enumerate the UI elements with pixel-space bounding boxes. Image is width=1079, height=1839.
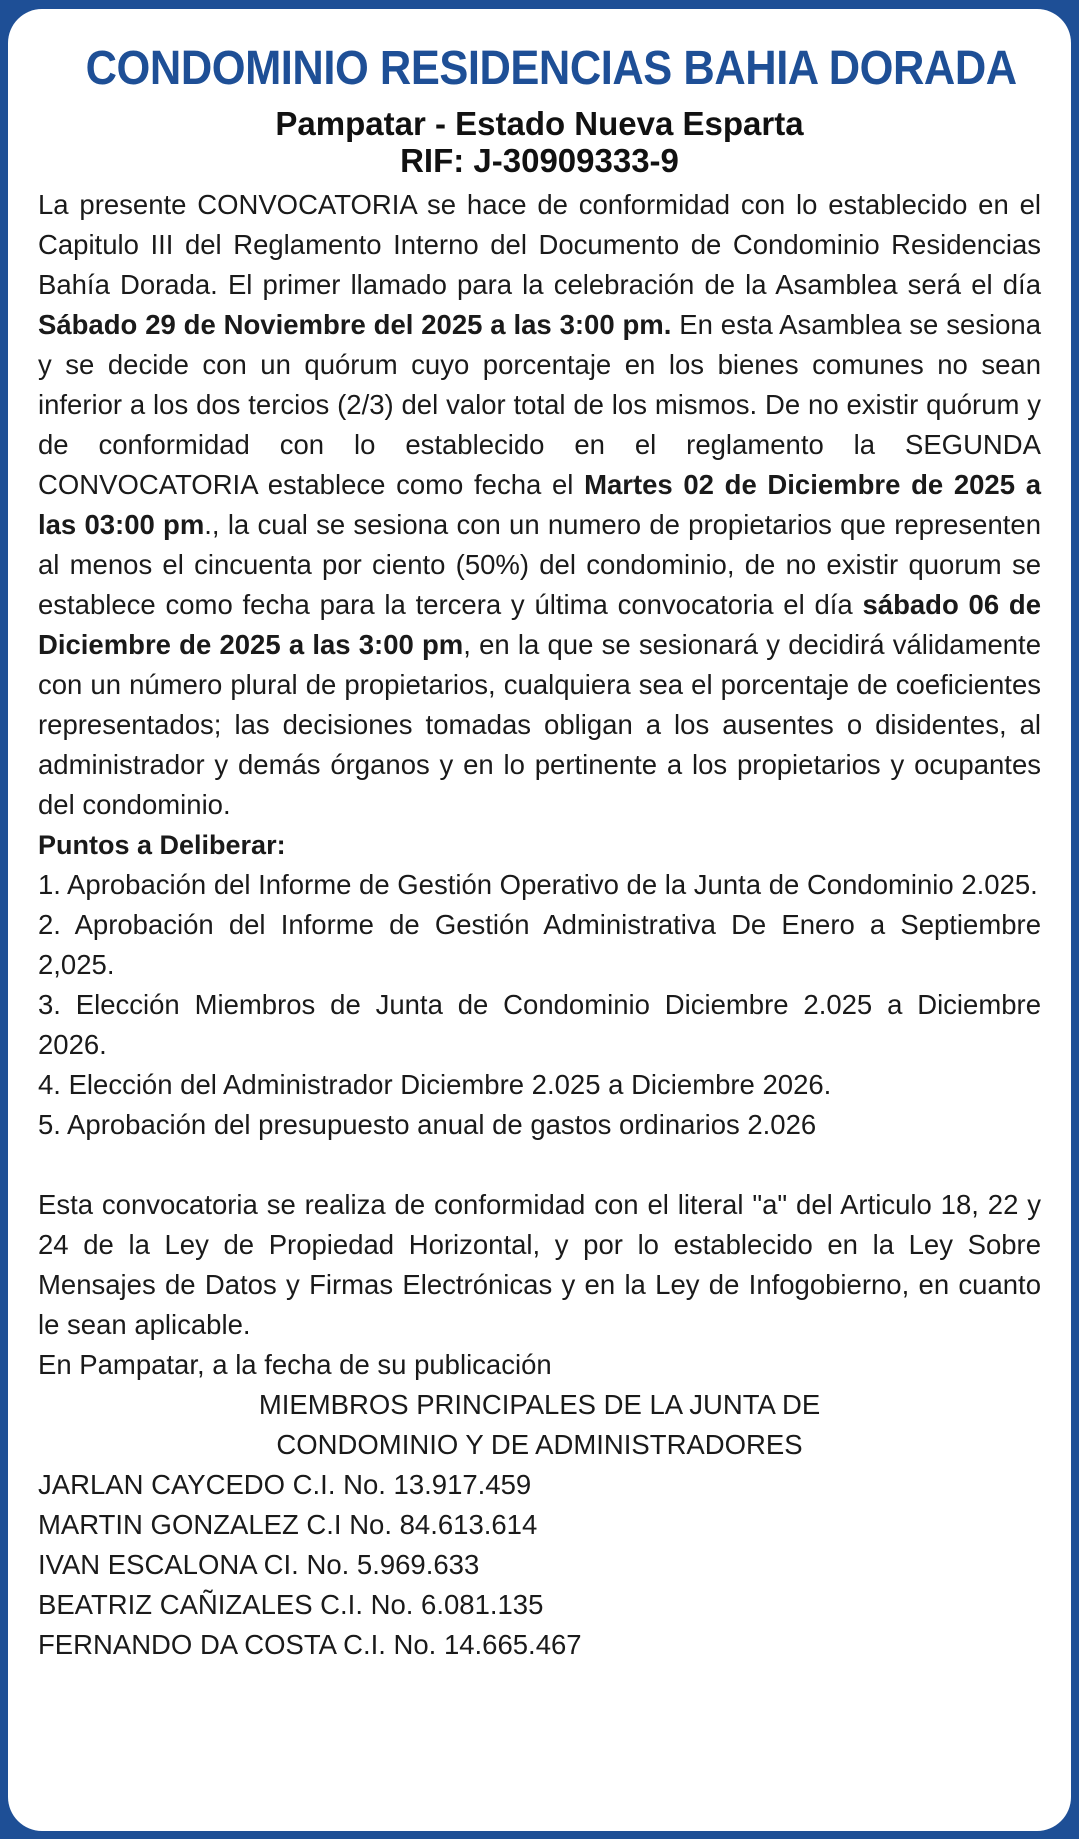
signatory: FERNANDO DA COSTA C.I. No. 14.665.467 [38, 1629, 582, 1660]
second-call-date: Martes 02 de Diciembre de 2025 a las 03:00 pm [38, 469, 1041, 540]
spacer [38, 1145, 1041, 1185]
convocation-text-2: En esta Asamblea se sesiona y se decide con un quórum cuyo porcentaje en los bienes comunes no sean inferior a los dos tercios (2/3) del valor total de los mismos. De no existir quórum y de conformidad con lo establecido en el reglamento la SEGUNDA CONVOCATORIA establece como fecha el [38, 309, 1042, 500]
agenda-heading: Puntos a Deliberar: [38, 830, 286, 860]
notice-body [38, 185, 1041, 1665]
signatory: MARTIN GONZALEZ C.I No. 84.613.614 [38, 1509, 538, 1540]
agenda-item: 5. Aprobación del presupuesto anual de gastos ordinarios 2.026 [38, 1109, 817, 1140]
location-line: Pampatar - Estado Nueva Esparta [275, 105, 804, 142]
board-title-line-1: MIEMBROS PRINCIPALES DE LA JUNTA DE [258, 1389, 821, 1420]
convocation-text-3: ., la cual se sesiona con un numero de propietarios que representen al menos el cincuenta por ciento (50%) del condominio, de no existir quorum se establece como fecha para la tercera y última convocatoria el día [38, 509, 1041, 620]
page-title: CONDOMINIO RESIDENCIAS BAHIA DORADA [85, 42, 1017, 95]
convocation-text-1: La presente CONVOCATORIA se hace de conformidad con lo establecido en el Capitulo III del Reglamento Interno del Documento de Condominio Residencias Bahía Dorada. El primer llamado para la celebración de la Asamblea será el día [38, 189, 1041, 300]
agenda-item: 1. Aprobación del Informe de Gestión Operativo de la Junta de Condominio 2.025. [38, 869, 1038, 900]
legal-basis-paragraph: Esta convocatoria se realiza de conformidad con el literal "a" del Articulo 18, 22 y 24 de la Ley de Propiedad Horizontal, y por lo establecido en la Ley Sobre Mensajes de Datos y Firmas Electrónicas y en la Ley de Infogobierno, en cuanto le sean aplicable. [38, 1189, 1041, 1340]
signatory: BEATRIZ CAÑIZALES C.I. No. 6.081.135 [38, 1589, 544, 1620]
agenda-item: 3. Elección Miembros de Junta de Condominio Diciembre 2.025 a Diciembre 2026. [38, 989, 1041, 1060]
place-date-line: En Pampatar, a la fecha de su publicación [38, 1349, 552, 1380]
signatory: JARLAN CAYCEDO C.I. No. 13.917.459 [38, 1469, 532, 1500]
first-call-date: Sábado 29 de Noviembre del 2025 a las 3:00 pm. [38, 309, 672, 340]
agenda-item: 2. Aprobación del Informe de Gestión Administrativa De Enero a Septiembre 2,025. [38, 909, 1041, 980]
third-call-date: sábado 06 de Diciembre de 2025 a las 3:00 pm [38, 589, 1041, 660]
agenda-item: 4. Elección del Administrador Diciembre 2.025 a Diciembre 2026. [38, 1069, 832, 1100]
board-title-line-2: CONDOMINIO Y DE ADMINISTRADORES [276, 1429, 803, 1460]
rif-line: RIF: J-30909333-9 [400, 142, 679, 179]
convocation-text-4: , en la que se sesionará y decidirá válidamente con un número plural de propietarios, cualquiera sea el porcentaje de coeficientes representados; las decisiones tomadas obligan a los ausentes o disidentes, al administrador y demás órganos y en lo pertinente a los propietarios y ocupantes del condominio. [38, 629, 1041, 820]
signatory: IVAN ESCALONA CI. No. 5.969.633 [38, 1549, 480, 1580]
notice-card [8, 9, 1071, 1831]
convocation-paragraph [38, 185, 1041, 825]
